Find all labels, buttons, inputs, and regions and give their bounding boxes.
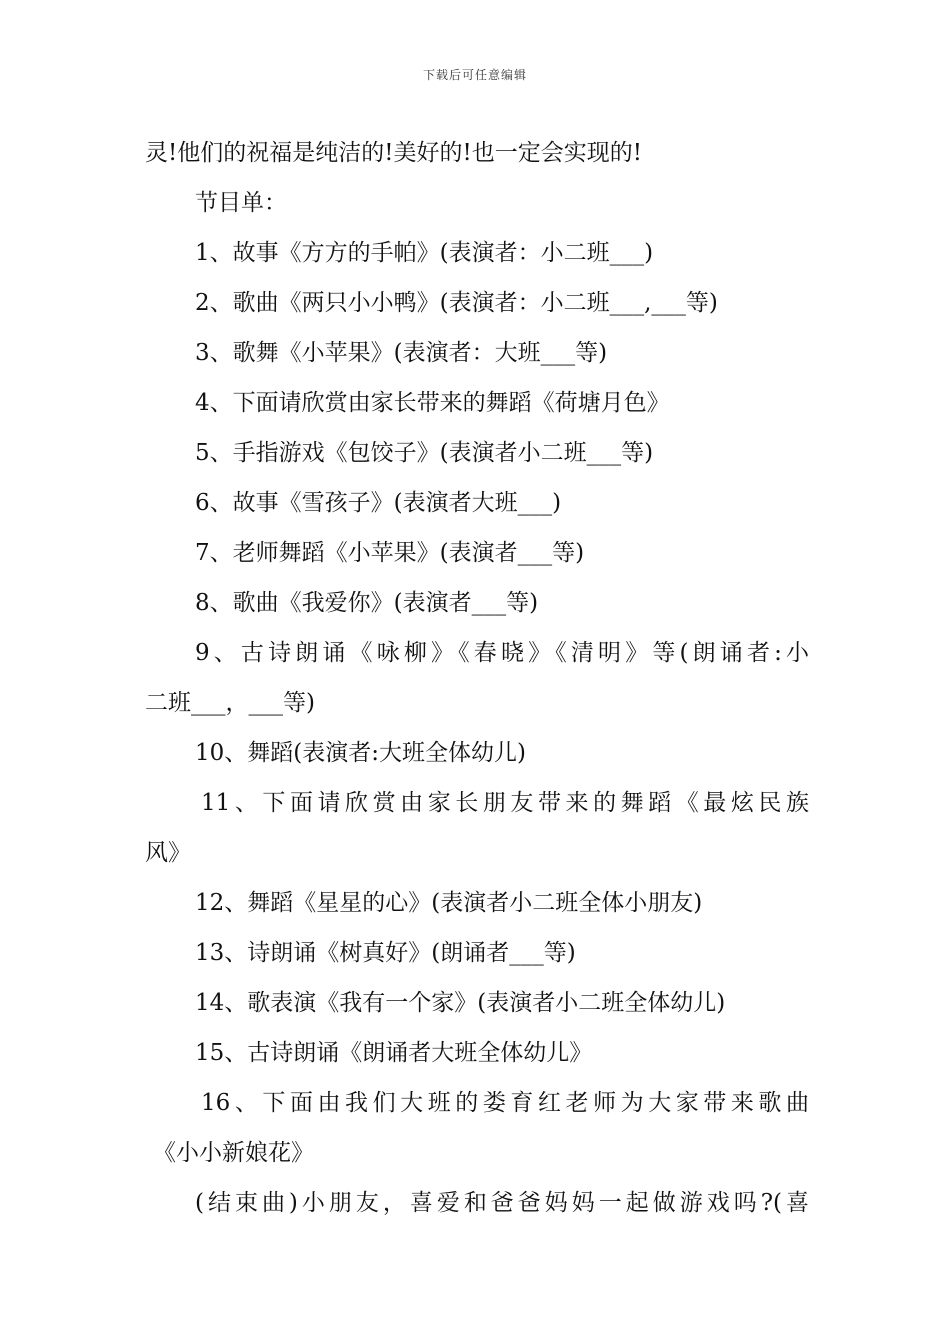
program-item-9-continued: 二班___，___等) bbox=[145, 690, 315, 716]
program-item-15: 15、古诗朗诵《朗诵者大班全体幼儿》 bbox=[195, 1040, 593, 1066]
program-item-11-continued: 风》 bbox=[145, 840, 191, 866]
program-item-2: 2、歌曲《两只小小鸭》(表演者：小二班___,___等) bbox=[195, 290, 718, 316]
program-item-4: 4、下面请欣赏由家长带来的舞蹈《荷塘月色》 bbox=[195, 390, 670, 416]
program-item-11: 11、下面请欣赏由家长朋友带来的舞蹈《最炫民族 bbox=[201, 790, 809, 816]
program-item-13: 13、诗朗诵《树真好》(朗诵者___等) bbox=[195, 940, 576, 966]
program-item-14: 14、歌表演《我有一个家》(表演者小二班全体幼儿) bbox=[195, 990, 726, 1016]
program-item-6: 6、故事《雪孩子》(表演者大班___) bbox=[195, 490, 562, 516]
program-item-7: 7、老师舞蹈《小苹果》(表演者___等) bbox=[195, 540, 585, 566]
program-item-9: 9、古诗朗诵《咏柳》《春晓》《清明》等(朗诵者:小 bbox=[195, 640, 809, 666]
program-list-title: 节目单： bbox=[195, 190, 287, 216]
program-item-12: 12、舞蹈《星星的心》(表演者小二班全体小朋友) bbox=[195, 890, 703, 916]
page-header: 下载后可任意编辑 bbox=[422, 68, 527, 82]
program-item-3: 3、歌舞《小苹果》(表演者：大班___等) bbox=[195, 340, 608, 366]
program-item-16: 16、下面由我们大班的娄育红老师为大家带来歌曲 bbox=[201, 1090, 809, 1116]
program-item-16-continued: 《小小新娘花》 bbox=[153, 1140, 314, 1166]
document-body bbox=[145, 128, 809, 1228]
program-item-10: 10、舞蹈(表演者:大班全体幼儿) bbox=[195, 740, 526, 766]
program-item-8: 8、歌曲《我爱你》(表演者___等) bbox=[195, 590, 539, 616]
program-item-5: 5、手指游戏《包饺子》(表演者小二班___等) bbox=[195, 440, 654, 466]
closing-paragraph: (结束曲)小朋友，喜爱和爸爸妈妈一起做游戏吗?(喜 bbox=[195, 1190, 809, 1216]
program-item-1: 1、故事《方方的手帕》(表演者：小二班___) bbox=[195, 240, 654, 266]
paragraph-line: 灵!他们的祝福是纯洁的!美好的!也一定会实现的! bbox=[145, 140, 642, 166]
